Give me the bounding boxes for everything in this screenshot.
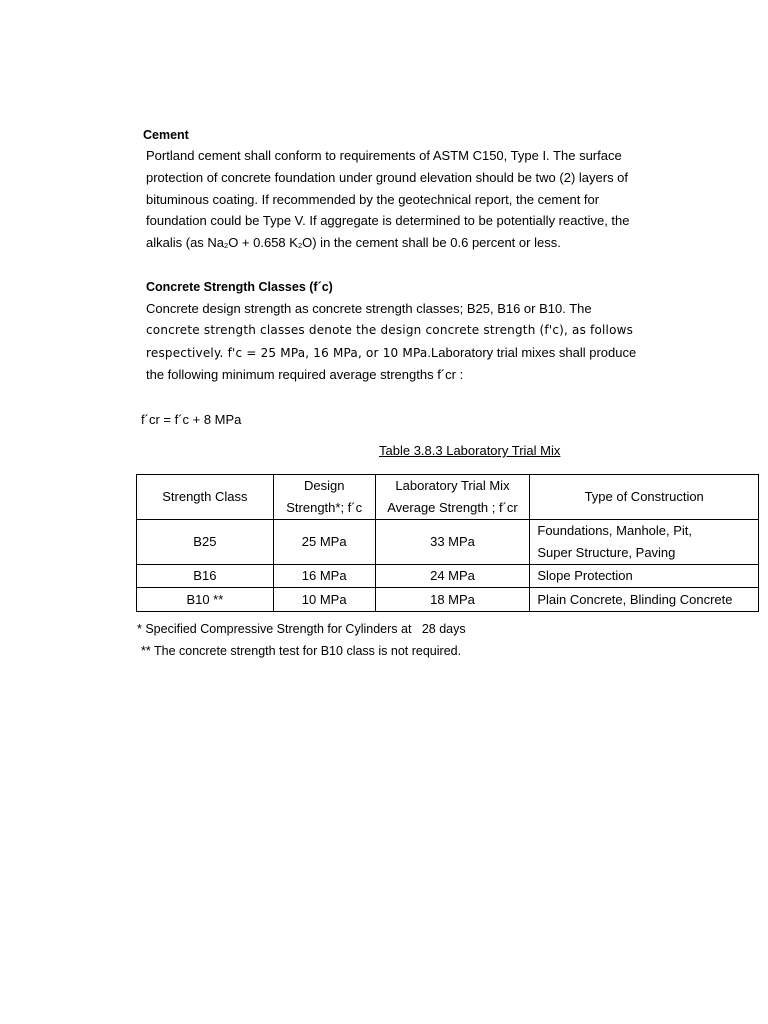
cement-paragraph (146, 145, 686, 254)
footnote-cylinders: * Specified Compressive Strength for Cylinders at 28 days (137, 622, 466, 636)
cell-type (530, 520, 759, 565)
table-caption: Table 3.8.3 Laboratory Trial Mix (379, 443, 561, 458)
cell-class: B25 (137, 520, 274, 565)
cell-design: 25 MPa (273, 520, 375, 565)
table-header-row (137, 475, 759, 520)
cell-design: 10 MPa (273, 588, 375, 612)
cell-design: 16 MPa (273, 565, 375, 588)
strength-line-3-b: .Laboratory trial mixes shall produce (427, 344, 637, 360)
cement-line-2: protection of concrete foundation under ground elevation should be two (2) layers of (146, 169, 629, 185)
cell-type-line-2: Super Structure, Paving (537, 545, 676, 560)
cell-type: Slope Protection (530, 565, 759, 588)
potassium-subscript: 2 (297, 241, 303, 251)
header-design-strength (273, 475, 375, 520)
cell-class: B16 (137, 565, 274, 588)
strength-paragraph (146, 298, 686, 386)
strength-heading: Concrete Strength Classes (f´c) (146, 280, 333, 294)
cement-line-5-pre: alkalis (as Na (146, 235, 225, 251)
cell-average: 33 MPa (375, 520, 530, 565)
header-average-strength (375, 475, 530, 520)
header-lab-line-1: Laboratory Trial Mix (395, 478, 510, 493)
sodium-subscript: 2 (224, 241, 229, 251)
header-lab-line-2: Average Strength ; f´cr (387, 500, 518, 515)
header-design-line-1: Design (303, 478, 345, 493)
header-strength-class: Strength Class (137, 475, 274, 520)
cement-line-4: foundation could be Type V. If aggregate is determined to be potentially reactive, the (146, 213, 630, 229)
strength-formula: f´cr = f´c + 8 MPa (141, 412, 242, 427)
table-row (137, 520, 759, 565)
strength-line-4: the following minimum required average strengths f´cr : (146, 367, 464, 383)
cement-line-5-post: O) in the cement shall be 0.6 percent or less. (302, 235, 561, 251)
cell-average: 18 MPa (375, 588, 530, 612)
table-row (137, 588, 759, 612)
cement-line-1: Portland cement shall conform to requirements of ASTM C150, Type I. The surface (146, 148, 622, 163)
cell-type: Plain Concrete, Blinding Concrete (530, 588, 759, 612)
strength-line-2: concrete strength classes denote the design concrete strength (f'c), as follows (146, 322, 634, 337)
table-row (137, 565, 759, 588)
cement-line-3: bituminous coating. If recommended by the geotechnical report, the cement for (146, 191, 600, 207)
strength-line-3 (146, 342, 686, 365)
cement-line-5-mid: O + 0.658 K (228, 235, 298, 251)
strength-line-3-a: respectively. f'c = 25 MPa, 16 MPa, or 10 MPa (146, 345, 428, 360)
cement-heading: Cement (143, 128, 189, 142)
header-design-line-2: Strength*; f´c (286, 500, 363, 515)
header-type-of-construction: Type of Construction (530, 475, 759, 520)
strength-line-1: Concrete design strength as concrete strength classes; B25, B16 or B10. The (146, 301, 592, 316)
cell-average: 24 MPa (375, 565, 530, 588)
footnote-b10: ** The concrete strength test for B10 class is not required. (141, 644, 462, 658)
trial-mix-table (136, 474, 759, 612)
cell-class: B10 ** (137, 588, 274, 612)
cell-type-line-1: Foundations, Manhole, Pit, (537, 523, 693, 538)
cement-line-5 (146, 232, 686, 254)
